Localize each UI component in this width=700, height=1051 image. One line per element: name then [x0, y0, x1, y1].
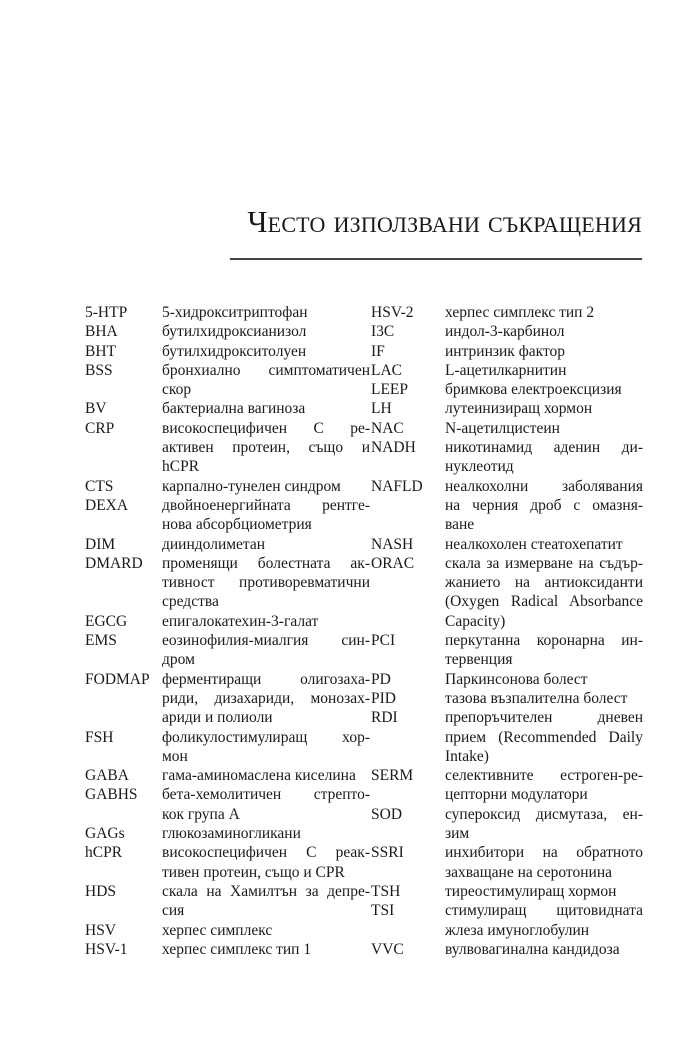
glossary-entry [371, 554, 643, 631]
abbreviation: SOD [371, 805, 403, 823]
definition [445, 399, 643, 418]
definition [162, 631, 370, 670]
glossary-entry [371, 361, 643, 380]
abbreviation: PCI [371, 632, 396, 650]
abbreviation: FODMAP [85, 670, 150, 688]
definition [162, 785, 370, 824]
definition-line: бутилхидрокситолуен [162, 342, 307, 360]
definition [162, 399, 370, 418]
title-rule [230, 258, 642, 260]
definition-line: бактериална вагиноза [162, 400, 306, 418]
definition-line: дииндолиметан [162, 535, 266, 553]
abbreviation: DMARD [85, 554, 143, 572]
glossary-entry [371, 901, 643, 940]
glossary-entry [371, 419, 643, 438]
definition [445, 535, 643, 554]
definition [445, 843, 643, 882]
abbreviation: RDI [371, 709, 398, 727]
definition [162, 477, 370, 496]
definition-line: перкутанна коронарна ин- [445, 632, 643, 650]
definition-line: неалкохолен стеатохепатит [445, 535, 623, 553]
definition-line: глюкозаминогликани [162, 825, 301, 843]
abbreviation: NAC [371, 419, 404, 437]
glossary-entry [371, 843, 643, 882]
definition-line: бутилхидроксианизол [162, 323, 307, 341]
abbreviation: NAFLD [371, 477, 423, 495]
definition-line: скор [162, 381, 192, 399]
definition-line: вулвовагинална кандидоза [445, 940, 620, 958]
definition-line: скала за измерване на съдър- [445, 554, 643, 572]
definition-line: стимулиращ щитовидната [445, 902, 643, 920]
definition-line: средства [162, 593, 219, 611]
definition-line: тивен протеин, също и CPR [162, 863, 345, 881]
abbreviations-left-column [85, 303, 370, 959]
glossary-entry [371, 342, 643, 361]
definition [162, 843, 370, 882]
definition [162, 612, 370, 631]
definition-line: индол-3-карбинол [445, 323, 565, 341]
abbreviation: PD [371, 670, 391, 688]
definition-line: никотинамид аденин ди- [445, 439, 643, 457]
abbreviation: HSV-1 [85, 940, 128, 958]
abbreviation: EGCG [85, 612, 128, 630]
definition [162, 342, 370, 361]
abbreviation: ORAC [371, 554, 415, 572]
definition-line: прием (Recommended Daily [445, 728, 643, 746]
definition-line: бримкова електроексцизия [445, 381, 622, 399]
definition [445, 689, 643, 708]
definition-line: ариди и полиоли [162, 709, 273, 727]
definition-line: сия [162, 902, 185, 920]
definition [445, 477, 643, 535]
definition-line: епигалокатехин-3-галат [162, 612, 319, 630]
definition [445, 361, 643, 380]
abbreviation: IF [371, 342, 385, 360]
definition-line: на черния дроб с омазня- [445, 496, 643, 514]
abbreviation: CTS [85, 477, 114, 495]
abbreviation: GABA [85, 767, 129, 785]
glossary-entry [371, 708, 643, 766]
definition-line: Intake) [445, 747, 489, 765]
definition-line: тервенция [445, 651, 513, 669]
definition-line: лутеинизиращ хормон [445, 400, 593, 418]
abbreviation: I3C [371, 323, 395, 341]
definition-line: зим [445, 825, 470, 843]
definition [445, 708, 643, 766]
glossary-entry [371, 380, 643, 399]
definition-line: мон [162, 747, 188, 765]
glossary-entry [371, 438, 643, 477]
definition-line: херпес симплекс [162, 921, 273, 939]
definition [162, 554, 370, 612]
glossary-entry [371, 940, 643, 959]
definition-line: селективните естроген-ре- [445, 767, 643, 785]
definition-line: L-ацетилкарнитин [445, 361, 567, 379]
glossary-entry [85, 631, 370, 670]
definition-line: скала на Хамилтън за депре- [162, 882, 370, 900]
glossary-entry [371, 535, 643, 554]
abbreviation: HDS [85, 882, 117, 900]
glossary-entry [85, 612, 370, 631]
definition-line: Паркинсонова болест [445, 670, 588, 688]
definition-line: кок група А [162, 805, 240, 823]
abbreviation: GAGs [85, 825, 125, 843]
definition-line: нова абсорбциометрия [162, 516, 312, 534]
definition [162, 766, 370, 785]
abbreviation: BSS [85, 361, 113, 379]
glossary-entry [371, 805, 643, 844]
glossary-entry [85, 399, 370, 418]
abbreviation: PID [371, 689, 396, 707]
abbreviation: FSH [85, 728, 114, 746]
definition-line: цепторни модулатори [445, 786, 588, 804]
definition-line: тазова възпалителна болест [445, 689, 628, 707]
glossary-entry [85, 477, 370, 496]
glossary-entry [85, 361, 370, 400]
glossary-entry [85, 785, 370, 824]
abbreviation: DIM [85, 535, 116, 553]
abbreviation: SERM [371, 767, 414, 785]
definition-line: херпес симплекс тип 2 [445, 304, 595, 321]
definition [445, 940, 643, 959]
glossary-entry [371, 766, 643, 805]
abbreviation: BHT [85, 342, 116, 360]
glossary-entry [85, 554, 370, 612]
definition-line: препоръчителен дневен [445, 709, 643, 727]
definition-line: захващане на серотонина [445, 863, 612, 881]
definition-line: 5-хидрокситриптофан [162, 304, 308, 321]
definition [162, 361, 370, 400]
abbreviation: TSI [371, 902, 395, 920]
definition-line: неалкохолни заболявания [445, 477, 643, 495]
definition [445, 670, 643, 689]
abbreviation: SSRI [371, 844, 404, 862]
glossary-entry [85, 940, 370, 959]
definition [162, 824, 370, 843]
glossary-entry [85, 535, 370, 554]
glossary-entry [85, 419, 370, 477]
definition [162, 940, 370, 959]
glossary-entry [85, 843, 370, 882]
abbreviation: VVC [371, 940, 404, 958]
abbreviation: 5-HTP [85, 304, 128, 321]
definition [445, 901, 643, 940]
glossary-entry [371, 477, 643, 535]
definition [445, 631, 643, 670]
definition-line: фоликулостимулиращ хор- [162, 728, 370, 746]
glossary-entry [371, 882, 643, 901]
definition-line: hCPR [162, 458, 200, 476]
glossary-entry [371, 670, 643, 689]
definition [445, 380, 643, 399]
definition-line: дром [162, 651, 195, 669]
definition [445, 322, 643, 341]
definition-line: активен протеин, също и [162, 439, 370, 457]
definition [162, 921, 370, 940]
abbreviation: NADH [371, 439, 416, 457]
abbreviation: NASH [371, 535, 414, 553]
abbreviation: HSV [85, 921, 117, 939]
definition-line: двойноенергийната рентге- [162, 496, 370, 514]
abbreviation: CRP [85, 419, 115, 437]
definition-line: високоспецифичен С реак- [162, 844, 370, 862]
definition [445, 766, 643, 805]
definition-line: променящи болестната ак- [162, 554, 370, 572]
definition-line: тивност противоревматични [162, 574, 370, 592]
definition [162, 535, 370, 554]
abbreviation: DEXA [85, 496, 129, 514]
definition [445, 438, 643, 477]
definition-line: N-ацетилцистеин [445, 419, 560, 437]
definition-line: нуклеотид [445, 458, 514, 476]
definition-line: високоспецифичен С ре- [162, 419, 370, 437]
abbreviation: BHA [85, 323, 118, 341]
definition [162, 728, 370, 767]
glossary-entry [85, 342, 370, 361]
abbreviation: BV [85, 400, 107, 418]
glossary-entry [371, 322, 643, 341]
definition-line: карпално-тунелен синдром [162, 477, 341, 495]
definition [445, 805, 643, 844]
glossary-entry [85, 882, 370, 921]
definition-line: Capacity) [445, 612, 506, 630]
glossary-entry [85, 766, 370, 785]
definition-line: интринзик фактор [445, 342, 566, 360]
definition-line: бета-хемолитичен стрепто- [162, 786, 370, 804]
definition [445, 882, 643, 901]
definition [445, 554, 643, 631]
glossary-entry [85, 670, 370, 728]
definition-line: супероксид дисмутаза, ен- [445, 805, 643, 823]
definition [162, 322, 370, 341]
glossary-entry [85, 322, 370, 341]
definition-line: жанието на антиоксиданти [445, 574, 643, 592]
glossary-entry [85, 303, 370, 322]
definition [445, 342, 643, 361]
definition-line: ване [445, 516, 475, 534]
glossary-entry [371, 689, 643, 708]
definition-line: жлеза имуноглобулин [445, 921, 590, 939]
definition-line: ферментиращи олигозаха- [162, 670, 370, 688]
glossary-entry [371, 303, 643, 322]
abbreviation: EMS [85, 632, 117, 650]
definition [162, 419, 370, 477]
definition [162, 670, 370, 728]
definition-line: еозинофилия-миалгия син- [162, 632, 370, 650]
glossary-entry [85, 496, 370, 535]
abbreviation: LH [371, 400, 392, 418]
glossary-entry [371, 631, 643, 670]
abbreviation: hCPR [85, 844, 123, 862]
glossary-entry [371, 399, 643, 418]
glossary-entry [85, 824, 370, 843]
abbreviation: HSV-2 [371, 304, 414, 321]
definition-line: тиреостимулиращ хормон [445, 882, 617, 900]
definition [445, 303, 643, 322]
abbreviation: LEEP [371, 381, 409, 399]
definition-line: (Oxygen Radical Absorbance [445, 593, 643, 611]
glossary-entry [85, 921, 370, 940]
abbreviations-right-column [371, 303, 643, 959]
page-title: Често използвани съкращения [247, 204, 642, 239]
definition [162, 303, 370, 322]
glossary-entry [85, 728, 370, 767]
definition-line: инхибитори на обратното [445, 844, 643, 862]
abbreviation: GABHS [85, 786, 138, 804]
definition-line: риди, дизахариди, монозах- [162, 689, 370, 707]
definition-line: херпес симплекс тип 1 [162, 940, 312, 958]
definition-line: гама-аминомаслена киселина [162, 767, 356, 785]
abbreviation: LAC [371, 361, 402, 379]
definition-line: бронхиално симптоматичен [162, 361, 370, 379]
abbreviation: TSH [371, 882, 401, 900]
definition [445, 419, 643, 438]
definition [162, 882, 370, 921]
definition [162, 496, 370, 535]
